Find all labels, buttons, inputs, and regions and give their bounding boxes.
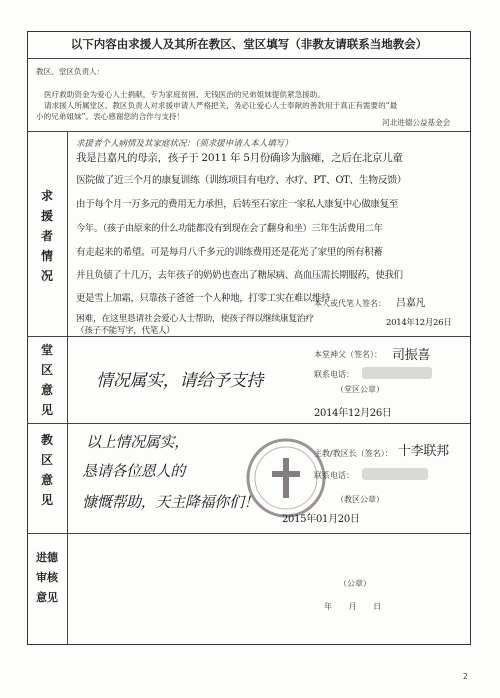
review-section-label: 进德 审核 意见 — [36, 551, 58, 604]
divider-notice — [27, 131, 471, 132]
parish-opinion: 情况属实，请给予支持 — [96, 371, 263, 391]
divider-header — [27, 58, 471, 59]
notice-field-label: 教区、堂区负责人： — [36, 67, 105, 76]
diocese-section-label: 教 区 意 见 — [40, 433, 53, 507]
applicant-handwriting-line-1: 我是吕嘉凡的母亲，孩子于 2011 年 5月份确诊为脑瘫，之后在北京儿童 — [76, 152, 403, 164]
parish-date: 2014年12月26日 — [314, 408, 392, 419]
applicant-handwriting-line-2: 医院做了近三个月的康复训练（训练项目有电疗、水疗、PT、OT、生物反馈） — [76, 175, 407, 186]
review-date-line: 年 月 日 — [324, 602, 382, 611]
diocese-bishop-signature: 十李联邦 — [398, 444, 449, 459]
applicant-signature-label: 本人或代笔人签名： — [314, 299, 386, 308]
applicant-handwriting-line-8: 困难，在这里恳请社会爱心人士帮助，使孩子得以继续康复治疗 — [76, 314, 314, 324]
notice-line-2: 请求援人所属堂区、教区负责人对求援申请人严格把关，务必让爱心人士奉献的善款用于真正有需要的“最 — [44, 101, 398, 110]
parish-phone-redacted — [362, 367, 432, 379]
divider-applicant — [27, 336, 471, 337]
diocese-bishop-label: 主教/教区长（签名）： — [314, 449, 393, 458]
diocese-phone-redacted — [362, 468, 428, 480]
applicant-signature: 吕嘉凡 — [396, 298, 426, 309]
applicant-handwriting-line-6: 并且负债了十几万，去年孩子的奶奶也查出了糖尿病、高血压需长期服药，使我们 — [76, 270, 403, 281]
parish-pastor-signature: 司振喜 — [392, 348, 431, 363]
parish-phone-label: 联系电话： — [314, 370, 354, 379]
form-header-title: 以下内容由求援人及其所在教区、堂区填写（非教友请联系当地教会） — [70, 37, 428, 51]
diocese-date: 2015年01月20日 — [282, 514, 360, 525]
notice-org-name: 河北进德公益基金会 — [382, 118, 451, 127]
notice-line-3: 小的兄弟姐妹”。衷心感谢您的合作与支持！ — [36, 112, 185, 121]
review-seal-label: （公章） — [339, 579, 371, 588]
diocese-opinion-line-2: 恳请各位恩人的 — [82, 462, 185, 480]
applicant-handwriting-line-4: 今年。（孩子由原来的什么功能都没有到现在会了翻身和坐）三年生活费用二年 — [76, 223, 383, 234]
diocese-opinion-line-1: 以上情况属实， — [86, 433, 189, 451]
applicant-handwriting-line-3: 由于每个月一万多元的费用无力承担，后转至石家庄一家私人康复中心做康复至 — [76, 199, 399, 210]
diocese-seal-label: （教区公章） — [336, 495, 384, 504]
applicant-footer-note: （孩子不能写字，代笔人） — [76, 326, 175, 336]
applicant-prompt: 求援者个人病情及其家庭状况：（须求援申请人本人填写） — [76, 139, 293, 149]
applicant-handwriting-line-5: 有走起来的希望。可是每月八千多元的训练费用还是花光了家里的所有积蓄 — [76, 247, 383, 258]
page-number: 2 — [462, 672, 468, 681]
applicant-handwriting-line-7: 更是雪上加霜，只靠孩子爸爸一个人种地，打零工实在难以维持 — [76, 293, 331, 304]
diocese-opinion-line-3: 慷慨帮助，天主降福你们！ — [82, 493, 259, 511]
notice-line-1: 医疗救助资金为爱心人士捐献，专为家庭贫困、无钱医治的兄弟姐妹提供紧急援助。 — [44, 90, 325, 99]
parish-seal-label: （堂区公章） — [336, 385, 384, 394]
divider-parish — [27, 423, 471, 424]
diocese-phone-label: 联系电话： — [314, 471, 354, 480]
divider-diocese — [27, 533, 471, 534]
parish-section-label: 堂 区 意 见 — [40, 343, 53, 417]
applicant-signature-date: 2014年12月26日 — [386, 318, 452, 328]
parish-pastor-label: 本堂神父（签名）： — [314, 350, 382, 359]
label-column-divider — [67, 131, 68, 645]
applicant-section-label: 求 援 者 情 况 — [40, 189, 53, 283]
